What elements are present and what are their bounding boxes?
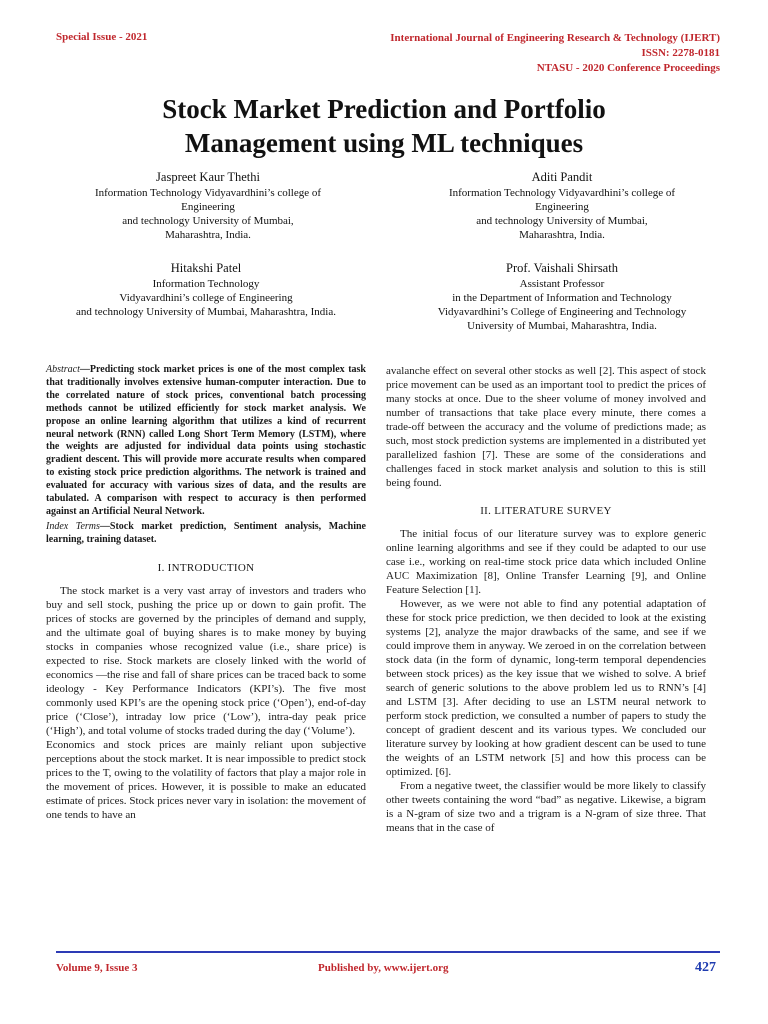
author-affiliation: and technology University of Mumbai, Maharashtra, India. bbox=[76, 306, 336, 318]
index-terms-lead: Index Terms bbox=[46, 520, 100, 532]
author-affiliation: Information Technology Vidyavardhini’s college of bbox=[94, 187, 322, 199]
body-paragraph: The initial focus of our literature survey was to explore generic online learning algorithms and see if they could be adapted to our use case i.e., working on real-time stock price data which included Online AUC Maximization [8], Online Transfer Learning [9], and Online Feature Selection [1]. bbox=[386, 528, 706, 596]
section-heading-introduction: I. INTRODUCTION bbox=[157, 561, 255, 574]
author-affiliation: Assistant Professor bbox=[519, 278, 605, 290]
body-paragraph: However, as we were not able to find any potential adaptation of these for stock price prediction, we then decided to look at the existing systems [2], analyze the major drawbacks of the same, and see if we could improve them in anyway. We zeroed in on the correlation between stock data (in the form of dynamic, long-term temporal dependencies between stock prices) as the key issue that we wished to solve. A brief search of generic solutions to the above problem led us to RNN’s [4] and LSTM [3]. After deciding to use an LSTM neural network to perform stock prediction, we consulted a number of papers to study the concept of gradient descent and its various types. We concluded our literature survey by looking at how gradient descent can be used to tune the weights of an LSTM network [5] and how this process can be optimized. [6]. bbox=[386, 598, 706, 778]
abstract-text: —Predicting stock market prices is one of the most complex task that traditionally involves extensive human-computer interaction. Due to the correlated nature of stock prices, conventional batch processing methods cannot be utilized efficiently for stock market analysis. We propose an online learning algorithm that utilizes a kind of recurrent neural network (RNN) called Long Short Term Memory (LSTM), where the weights are adjusted for individual data points using stochastic gradient descent. This will provide more accurate results when compared to existing stock price prediction algorithms. The network is trained and evaluated for accuracy with various sizes of data, and the results are tabulated. A comparison with respect to accuracy is then performed against an Artificial Neural Network. bbox=[46, 364, 366, 517]
author-name: Prof. Vaishali Shirsath bbox=[506, 261, 618, 275]
paper-title bbox=[0, 92, 768, 160]
author-affiliation: Vidyavardhini’s College of Engineering and Technology bbox=[437, 306, 687, 318]
issn: ISSN: 2278-0181 bbox=[641, 47, 720, 59]
author-name: Jaspreet Kaur Thethi bbox=[156, 170, 260, 184]
right-column bbox=[386, 364, 706, 835]
author-affiliation: Engineering bbox=[535, 201, 589, 213]
author-affiliation: Information Technology Vidyavardhini’s college of bbox=[448, 187, 676, 199]
page-number: 427 bbox=[695, 960, 716, 975]
title-line-2: Management using ML techniques bbox=[184, 128, 584, 158]
author-affiliation: Maharashtra, India. bbox=[165, 229, 251, 241]
author-affiliation: Engineering bbox=[181, 201, 235, 213]
publisher-link[interactable]: Published by, www.ijert.org bbox=[318, 962, 449, 974]
title-line-1: Stock Market Prediction and Portfolio bbox=[162, 94, 606, 124]
author-name: Aditi Pandit bbox=[531, 170, 593, 184]
volume-issue: Volume 9, Issue 3 bbox=[56, 962, 138, 974]
body-paragraph: From a negative tweet, the classifier would be more likely to classify other tweets containing the word “bad” as negative. Likewise, a bigram is a N-gram of size two and a trigram is a N-gram of size three. That means that in the case of bbox=[386, 780, 706, 834]
body-paragraph: avalanche effect on several other stocks as well [2]. This aspect of stock price movement can be used as an important tool to predict the prices of many stocks at once. Due to the sheer volume of money involved and number of transactions that take place every minute, there comes a trade-off between the accuracy and the volume of predictions made; as such, most stock prediction systems are implemented in a distributed yet parallelized fashion [7]. These are some of the considerations and challenges faced in stock market analysis and solution to this is still being found. bbox=[386, 365, 706, 489]
author-block bbox=[400, 261, 724, 333]
author-affiliation: Maharashtra, India. bbox=[519, 229, 605, 241]
journal-name: International Journal of Engineering Research & Technology (IJERT) bbox=[390, 32, 720, 44]
journal-header bbox=[390, 31, 720, 76]
author-affiliation: Vidyavardhini’s college of Engineering bbox=[119, 292, 293, 304]
proceedings: NTASU - 2020 Conference Proceedings bbox=[536, 62, 720, 74]
author-affiliation: Information Technology bbox=[152, 278, 260, 290]
author-affiliation: and technology University of Mumbai, bbox=[122, 215, 294, 227]
author-affiliation: and technology University of Mumbai, bbox=[476, 215, 648, 227]
section-heading-literature-survey: II. LITERATURE SURVEY bbox=[480, 505, 612, 517]
index-terms bbox=[46, 521, 366, 547]
author-block bbox=[36, 261, 376, 319]
index-terms-text: —Stock market prediction, Sentiment analysis, Machine learning, training dataset. bbox=[46, 520, 366, 545]
left-column bbox=[46, 364, 366, 822]
abstract-lead: Abstract bbox=[46, 364, 80, 375]
author-block bbox=[46, 170, 370, 242]
body-paragraph: Economics and stock prices are mainly reliant upon subjective perceptions about the stock market. It is near impossible to predict stock prices to the T, owing to the volatility of factors that play a major role in the movement of prices. However, it is possible to make an educated estimate of prices. Stock prices never vary in isolation: the movement of one tends to have an bbox=[46, 738, 366, 821]
author-affiliation: University of Mumbai, Maharashtra, India. bbox=[467, 320, 657, 332]
author-name: Hitakshi Patel bbox=[170, 261, 242, 275]
body-paragraph: The stock market is a very vast array of investors and traders who buy and sell stock, pushing the price up or down to gain profit. The prices of stocks are governed by the principles of demand and supply, and the ultimate goal of buying shares is to make money by buying stocks in companies whose recognized value (i.e., share price) is expected to rise. Stock markets are closely linked with the world of economics —the rise and fall of share prices can be traced back to some ideology - Key Performance Indicators (KPI’s). The five most commonly used KPI’s are the opening stock price (‘Open’), end-of-day price (‘Close’), intraday low price (‘Low’), intra-day peak price (‘High’), and total volume of stocks traded during the day (‘Volume’). bbox=[46, 584, 366, 737]
author-affiliation: in the Department of Information and Technology bbox=[452, 292, 672, 304]
special-issue-label: Special Issue - 2021 bbox=[56, 31, 148, 43]
footer-divider bbox=[56, 951, 720, 953]
author-block bbox=[400, 170, 724, 242]
abstract bbox=[46, 364, 366, 519]
